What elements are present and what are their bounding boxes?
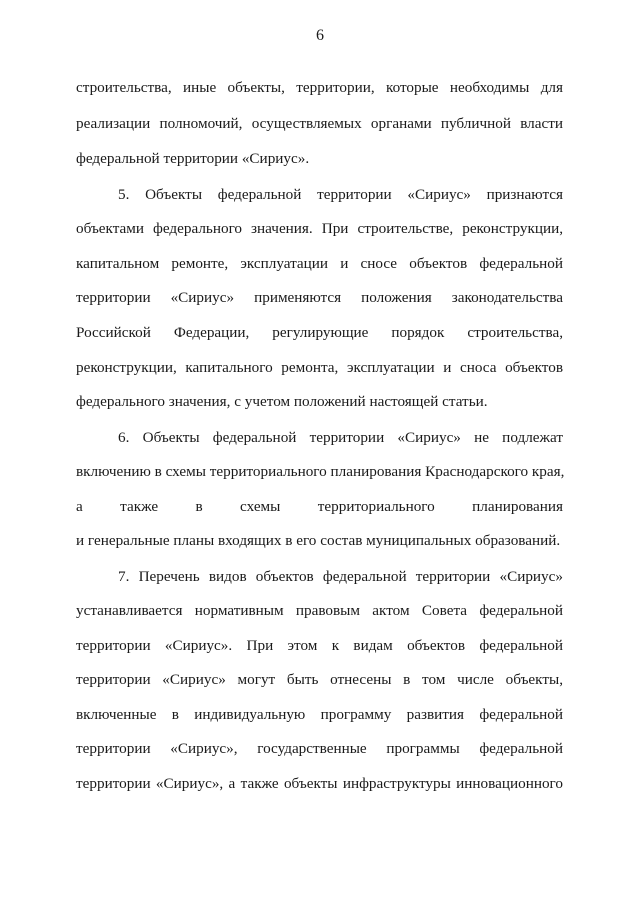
text-line: устанавливается нормативным правовым актом Совета федеральной (76, 602, 563, 619)
text-line: территории «Сириус» применяются положения законодательства (76, 289, 563, 306)
text-line: федеральной территории «Сириус». (76, 150, 310, 167)
text-line: реконструкции, капитального ремонта, эксплуатации и сноса объектов (76, 359, 563, 376)
text-line: включенные в индивидуальную программу развития федеральной (76, 706, 563, 723)
text-line: территории «Сириус». При этом к видам объектов федеральной (76, 637, 563, 654)
paragraph-5-first-line: 5. Объекты федеральной территории «Сириус» признаются (118, 186, 563, 203)
text-line: и генеральные планы входящих в его состав муниципальных образований. (76, 532, 561, 549)
page-number: 6 (316, 27, 324, 44)
text-line: территории «Сириус» могут быть отнесены в том числе объекты, (76, 671, 563, 688)
text-line: реализации полномочий, осуществляемых органами публичной власти (76, 115, 563, 132)
text-line: включению в схемы территориального планирования Краснодарского края, (76, 463, 565, 480)
text-line: а также в схемы территориального планирования (76, 498, 563, 515)
text-line: федерального значения, с учетом положений настоящей статьи. (76, 393, 488, 410)
paragraph-6-first-line: 6. Объекты федеральной территории «Сириус» не подлежат (118, 429, 563, 446)
text-line: строительства, иные объекты, территории, которые необходимы для (76, 79, 563, 96)
text-line: объектами федерального значения. При строительстве, реконструкции, (76, 220, 563, 237)
text-line: капитальном ремонте, эксплуатации и сносе объектов федеральной (76, 255, 563, 272)
text-line: территории «Сириус», государственные программы федеральной (76, 740, 563, 757)
text-line: Российской Федерации, регулирующие порядок строительства, (76, 324, 563, 341)
text-line: территории «Сириус», а также объекты инфраструктуры инновационного (76, 775, 563, 792)
paragraph-7-first-line: 7. Перечень видов объектов федеральной территории «Сириус» (118, 568, 563, 585)
